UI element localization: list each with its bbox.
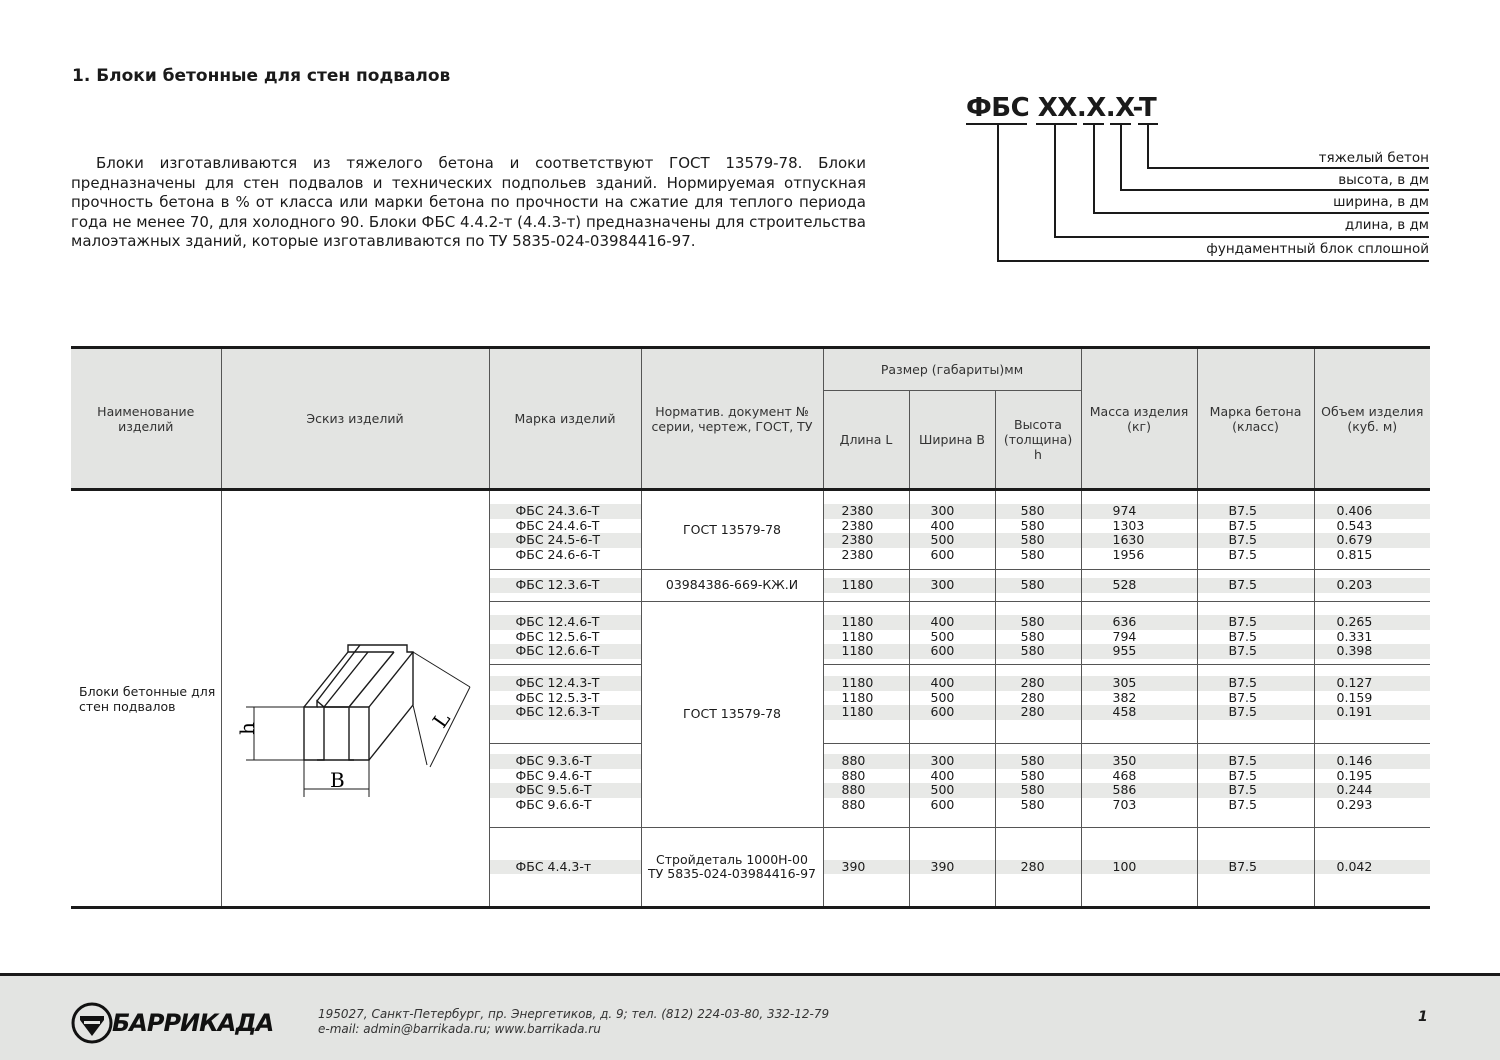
- mass-cell: 586: [1082, 783, 1197, 798]
- header-mass: Масса изделия (кг): [1081, 348, 1197, 490]
- width-cell: 600: [930, 796, 955, 812]
- concrete-cell: B7.5: [1198, 644, 1314, 659]
- height-cell: 580: [996, 783, 1081, 798]
- brand-name: БАРРИКАДА: [112, 1009, 274, 1037]
- length-cell: 2380: [841, 546, 874, 562]
- legend-solid-block: фундаментный блок сплошной: [1206, 241, 1429, 257]
- doc-group-6: Стройдеталь 1000Н-00 ТУ 5835-024-03984416-97: [641, 828, 823, 908]
- length-group-1: [823, 490, 909, 570]
- legend-length: длина, в дм: [1344, 217, 1429, 233]
- width-group-2: [909, 570, 995, 602]
- width-group-6: [909, 828, 995, 908]
- height-cell: 580: [996, 644, 1081, 659]
- code-diagram: [0, 0, 1500, 280]
- mass-group-4: [1081, 665, 1197, 744]
- concrete-cell: B7.5: [1228, 546, 1257, 562]
- width-group-1: [909, 490, 995, 570]
- concrete-cell: B7.5: [1198, 533, 1314, 548]
- height-cell: 280: [996, 860, 1081, 875]
- legend-width: ширина, в дм: [1333, 194, 1429, 210]
- width-cell: 500: [910, 533, 995, 548]
- concrete-group-6: [1197, 828, 1314, 908]
- header-height: Высота (толщина) h: [995, 391, 1081, 490]
- concrete-group-2: [1197, 570, 1314, 602]
- volume-cell: 0.679: [1315, 533, 1431, 548]
- length-cell: 1180: [824, 705, 909, 720]
- mark-cell: ФБС 4.4.3-т: [490, 860, 641, 875]
- height-cell: 580: [996, 578, 1081, 593]
- volume-cell: 0.127: [1315, 676, 1431, 691]
- length-cell: 1180: [824, 676, 909, 691]
- marks-group-4: [489, 665, 641, 744]
- volume-cell: 0.203: [1315, 578, 1431, 593]
- length-cell: 2380: [824, 533, 909, 548]
- concrete-cell: B7.5: [1198, 676, 1314, 691]
- header-volume: Объем изделия (куб. м): [1314, 348, 1430, 490]
- length-cell: 390: [824, 860, 909, 875]
- length-cell: 880: [841, 767, 866, 783]
- mark-cell: ФБС 9.6.6-Т: [515, 796, 592, 812]
- header-sketch: Эскиз изделий: [221, 348, 489, 490]
- width-group-3: [909, 602, 995, 665]
- width-cell: 300: [910, 754, 995, 769]
- concrete-cell: B7.5: [1228, 796, 1257, 812]
- block-sketch-drawing: [222, 597, 490, 797]
- header-name: Наименование изделий: [71, 348, 221, 490]
- mass-cell: 382: [1112, 689, 1137, 705]
- width-cell: 400: [910, 676, 995, 691]
- height-cell: 580: [1020, 628, 1045, 644]
- concrete-cell: B7.5: [1228, 628, 1257, 644]
- mark-cell: ФБС 9.4.6-Т: [515, 767, 592, 783]
- marks-group-3: [489, 602, 641, 665]
- doc-group-3: ГОСТ 13579-78: [641, 602, 823, 828]
- width-cell: 500: [930, 689, 955, 705]
- length-cell: 2380: [841, 517, 874, 533]
- length-cell: 1180: [824, 644, 909, 659]
- sketch-label-b: B: [329, 768, 345, 792]
- length-cell: 1180: [824, 615, 909, 630]
- length-cell: 880: [841, 796, 866, 812]
- width-cell: 300: [910, 578, 995, 593]
- height-cell: 580: [1020, 767, 1045, 783]
- height-group-1: [995, 490, 1081, 570]
- marks-group-6: [489, 828, 641, 908]
- length-group-4: [823, 665, 909, 744]
- mark-cell: ФБС 24.6-6-Т: [515, 546, 600, 562]
- height-group-6: [995, 828, 1081, 908]
- mass-group-2: [1081, 570, 1197, 602]
- contacts-line: e-mail: admin@barrikada.ru; www.barrikada.ru: [318, 1022, 601, 1036]
- header-length: Длина L: [823, 391, 909, 490]
- table-row: [71, 490, 1430, 570]
- mass-group-1: [1081, 490, 1197, 570]
- height-cell: 580: [1020, 517, 1045, 533]
- volume-cell: 0.398: [1315, 644, 1431, 659]
- volume-cell: 0.159: [1336, 689, 1373, 705]
- concrete-group-5: [1197, 744, 1314, 828]
- volume-group-3: [1314, 602, 1430, 665]
- width-cell: 400: [930, 517, 955, 533]
- width-group-5: [909, 744, 995, 828]
- barrikada-logo-icon: [70, 1001, 114, 1045]
- mass-cell: 458: [1082, 705, 1197, 720]
- length-cell: 1180: [841, 628, 874, 644]
- concrete-group-4: [1197, 665, 1314, 744]
- specification-table: [71, 346, 1430, 909]
- legend-heavy-concrete: тяжелый бетон: [1318, 150, 1429, 166]
- concrete-group-3: [1197, 602, 1314, 665]
- width-cell: 500: [910, 783, 995, 798]
- marks-group-2: [489, 570, 641, 602]
- concrete-cell: B7.5: [1198, 860, 1314, 875]
- header-doc: Норматив. документ № серии, чертеж, ГОСТ, ТУ: [641, 348, 823, 490]
- header-concrete: Марка бетона (класс): [1197, 348, 1314, 490]
- mark-cell: ФБС 24.3.6-Т: [490, 504, 641, 519]
- length-cell: 1180: [841, 689, 874, 705]
- legend-height: высота, в дм: [1338, 172, 1429, 188]
- concrete-cell: B7.5: [1198, 615, 1314, 630]
- mark-cell: ФБС 12.3.6-Т: [490, 578, 641, 593]
- mass-cell: 1956: [1112, 546, 1145, 562]
- volume-cell: 0.815: [1336, 546, 1373, 562]
- volume-cell: 0.543: [1336, 517, 1373, 533]
- mark-cell: ФБС 24.4.6-Т: [515, 517, 600, 533]
- mark-cell: ФБС 24.5-6-Т: [490, 533, 641, 548]
- page-number: 1: [1418, 1009, 1428, 1025]
- concrete-group-1: [1197, 490, 1314, 570]
- concrete-cell: B7.5: [1228, 517, 1257, 533]
- concrete-cell: B7.5: [1228, 767, 1257, 783]
- sketch-label-l: L: [427, 707, 455, 733]
- volume-cell: 0.195: [1336, 767, 1373, 783]
- concrete-cell: B7.5: [1198, 504, 1314, 519]
- width-cell: 390: [910, 860, 995, 875]
- volume-cell: 0.042: [1315, 860, 1431, 875]
- mark-cell: ФБС 12.6.6-Т: [490, 644, 641, 659]
- mass-cell: 955: [1082, 644, 1197, 659]
- doc-group-2: 03984386-669-КЖ.И: [641, 570, 823, 602]
- length-cell: 2380: [824, 504, 909, 519]
- sketch-label-h: h: [234, 722, 259, 735]
- height-cell: 580: [1020, 796, 1045, 812]
- length-group-6: [823, 828, 909, 908]
- marks-group-5: [489, 744, 641, 828]
- block-sketch: [221, 490, 489, 908]
- height-cell: 280: [996, 676, 1081, 691]
- height-group-3: [995, 602, 1081, 665]
- mass-cell: 703: [1112, 796, 1137, 812]
- marks-group-1: [489, 490, 641, 570]
- mass-group-3: [1081, 602, 1197, 665]
- mass-cell: 305: [1082, 676, 1197, 691]
- width-cell: 500: [930, 628, 955, 644]
- volume-cell: 0.406: [1315, 504, 1431, 519]
- mark-cell: ФБС 12.4.6-Т: [490, 615, 641, 630]
- doc-group-1: ГОСТ 13579-78: [641, 490, 823, 570]
- header-mark: Марка изделий: [489, 348, 641, 490]
- width-cell: 400: [910, 615, 995, 630]
- height-cell: 580: [996, 615, 1081, 630]
- mass-cell: 1303: [1112, 517, 1145, 533]
- length-group-3: [823, 602, 909, 665]
- mass-cell: 350: [1082, 754, 1197, 769]
- width-cell: 600: [910, 644, 995, 659]
- mark-cell: ФБС 9.3.6-Т: [490, 754, 641, 769]
- height-cell: 280: [996, 705, 1081, 720]
- mass-group-6: [1081, 828, 1197, 908]
- width-cell: 400: [930, 767, 955, 783]
- volume-group-5: [1314, 744, 1430, 828]
- volume-cell: 0.146: [1315, 754, 1431, 769]
- volume-group-4: [1314, 665, 1430, 744]
- length-group-2: [823, 570, 909, 602]
- height-group-4: [995, 665, 1081, 744]
- mark-cell: ФБС 12.4.3-Т: [490, 676, 641, 691]
- page-footer: [0, 973, 1500, 1060]
- address-line: 195027, Санкт-Петербург, пр. Энергетиков, д. 9; тел. (812) 224-03-80, 332-12-79: [318, 1007, 830, 1021]
- mark-cell: ФБС 12.6.3-Т: [490, 705, 641, 720]
- height-cell: 580: [996, 504, 1081, 519]
- mark-cell: ФБС 12.5.6-Т: [515, 628, 600, 644]
- volume-cell: 0.191: [1315, 705, 1431, 720]
- height-cell: 580: [996, 533, 1081, 548]
- concrete-cell: B7.5: [1198, 754, 1314, 769]
- width-cell: 300: [910, 504, 995, 519]
- header-width: Ширина B: [909, 391, 995, 490]
- mark-cell: ФБС 9.5.6-Т: [490, 783, 641, 798]
- footer-address: [318, 1007, 829, 1037]
- width-cell: 600: [910, 705, 995, 720]
- volume-cell: 0.331: [1336, 628, 1373, 644]
- volume-cell: 0.293: [1336, 796, 1373, 812]
- mass-cell: 974: [1082, 504, 1197, 519]
- width-group-4: [909, 665, 995, 744]
- volume-group-1: [1314, 490, 1430, 570]
- mass-cell: 528: [1082, 578, 1197, 593]
- length-cell: 1180: [824, 578, 909, 593]
- length-cell: 880: [824, 783, 909, 798]
- volume-group-6: [1314, 828, 1430, 908]
- mass-cell: 100: [1082, 860, 1197, 875]
- concrete-cell: B7.5: [1228, 689, 1257, 705]
- length-group-5: [823, 744, 909, 828]
- volume-cell: 0.265: [1315, 615, 1431, 630]
- height-cell: 580: [1020, 546, 1045, 562]
- mark-cell: ФБС 12.5.3-Т: [515, 689, 600, 705]
- height-group-5: [995, 744, 1081, 828]
- mass-cell: 1630: [1082, 533, 1197, 548]
- product-name: Блоки бетонные для стен подвалов: [71, 490, 221, 908]
- volume-cell: 0.244: [1315, 783, 1431, 798]
- concrete-cell: B7.5: [1198, 705, 1314, 720]
- mass-cell: 636: [1082, 615, 1197, 630]
- header-size-group: Размер (габариты)мм: [823, 348, 1081, 391]
- height-cell: 580: [996, 754, 1081, 769]
- length-cell: 880: [824, 754, 909, 769]
- concrete-cell: B7.5: [1198, 578, 1314, 593]
- width-cell: 600: [930, 546, 955, 562]
- concrete-cell: B7.5: [1198, 783, 1314, 798]
- intro-paragraph: Блоки изготавливаются из тяжелого бетона и соответствуют ГОСТ 13579-78. Блоки предназначены для стен подвалов и технических подпольев зданий. Нормируемая отпускная прочность бетона в % от класса или марки бетона по прочности на сжатие для теплого периода года не менее 70, для холодного 90. Блоки ФБС 4.4.2-т (4.4.3-т) предназначены для строительства малоэтажных зданий, которые изготавливаются по ТУ 5835-024-03984416-97.: [71, 154, 866, 251]
- mass-cell: 794: [1112, 628, 1137, 644]
- code-title: ФБС XX.X.X-T: [966, 93, 1157, 123]
- volume-group-2: [1314, 570, 1430, 602]
- height-group-2: [995, 570, 1081, 602]
- mass-cell: 468: [1112, 767, 1137, 783]
- mass-group-5: [1081, 744, 1197, 828]
- page-heading: 1. Блоки бетонные для стен подвалов: [72, 66, 451, 86]
- height-cell: 280: [1020, 689, 1045, 705]
